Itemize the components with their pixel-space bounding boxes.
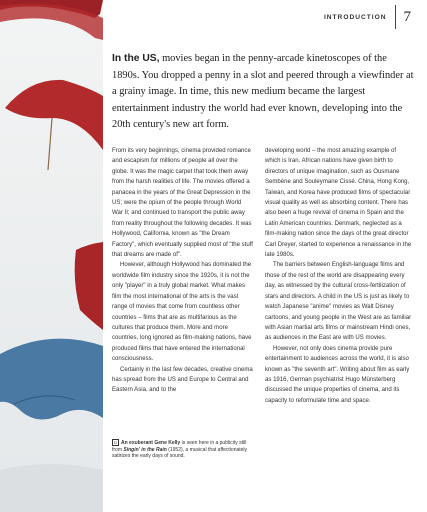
- intro-lead: In the US,: [112, 53, 160, 64]
- paragraph: Certainly in the last few decades, creative cinema has spread from the US and Europe to Central and Eastern Asia, and to the: [112, 366, 253, 394]
- paragraph: However, not only does cinema provide pure entertainment to audiences across the world, it is also known as "the seventh art". Writing about film as early as 1916, German psychiatrist Hugo Münsterberg discussed the unique properties of cinema, and its capacity to reformulate time and space.: [265, 345, 410, 404]
- body-column-right: [265, 146, 412, 406]
- intro-text: movies began in the penny-arcade kinetoscopes of the 1890s. You dropped a penny in a slot and peered through a viewfinder at a grainy image. In time, this new medium became the largest entertainment industry the world had ever known, developing into the 20th century's new art form.: [112, 53, 414, 131]
- page-number: 7: [403, 8, 411, 25]
- caption-text-end: (1952), a musical that affectionately satirizes the early days of sound.: [112, 446, 248, 460]
- photo-ground: [0, 464, 103, 512]
- running-header: [324, 6, 411, 28]
- paragraph: However, although Hollywood has dominated the worldwide film industry since the 1920s, it is not the only "player" in a truly global market. What makes film the most international of the arts is the vast range of movies that come from countless other countries – films that are as multifarious as the cultures that produce them. More and more countries, long ignored as film-making nations, have produced films that have entered the international consciousness.: [112, 262, 252, 363]
- paragraph: From its very beginnings, cinema provided romance and escapism for millions of people all over the globe. It was the magic carpet that took them away from the harsh realities of life. The movies offered a panacea in the years of the Great Depression in the US; were the opium of the people through World War II; and continued to transport the public away from reality throughout the following decades. It was Hollywood, California, known as "the Dream Factory", which eventually supplied most of "the stuff that dreams are made of".: [112, 148, 253, 259]
- intro-paragraph: [112, 51, 416, 134]
- photo-caption: [112, 439, 254, 460]
- paragraph: developing world – the most amazing example of which is Iran. African nations have given birth to directors of unique imagination, such as Ousmane Sembène and Souleymane Cissé. China, Hong Kong, Taiwan, and Korea have produced films of spectacular visual quality as well as absorbing content. There has also been a huge revival of cinema in Spain and the Latin American countries. Denmark, neglected as a film-making nation since the days of the great director Carl Dreyer, started to experience a renaissance in the late 1980s.: [265, 148, 412, 259]
- section-label: INTRODUCTION: [323, 13, 387, 21]
- body-column-left: [112, 146, 253, 396]
- caption-film-title: Singin' in the Rain: [123, 446, 167, 453]
- caption-bold: An exuberant Gene Kelly: [121, 440, 181, 446]
- caption-text: is seen here in a publicity still from: [112, 440, 247, 453]
- header-divider: [395, 5, 396, 29]
- paragraph: The barriers between English-language films and those of the rest of the world are disappearing every day, as witnessed by the cultural cross-fertilization of stars and directors. A child in the US is just as likely to watch Japanese "anime" movies as Walt Disney cartoons, and young people in the West are as familiar with Asian martial arts films or mainstream Hindi ones, as audiences in the East are with US movies.: [265, 262, 412, 342]
- caption-direction-icon: D: [112, 439, 119, 446]
